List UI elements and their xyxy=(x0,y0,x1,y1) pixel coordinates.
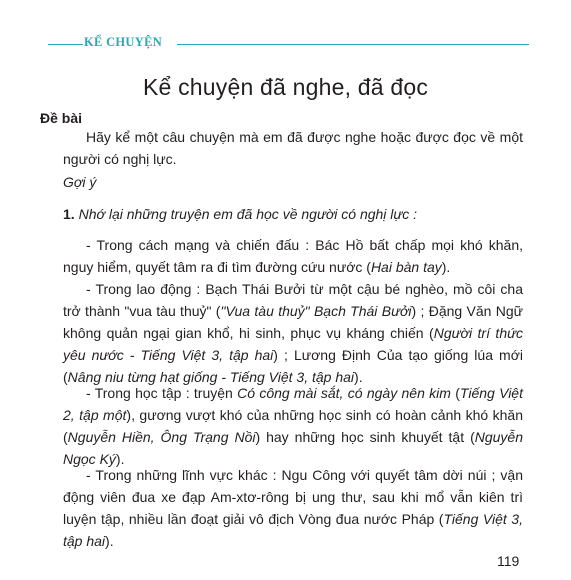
paragraph-revolution: - Trong cách mạng và chiến đấu : Bác Hồ bất chấp mọi khó khăn, nguy hiểm, quyết tâm ra đi tìm đường cứu nước (Hai bàn tay). xyxy=(63,237,523,275)
section-title: KỂ CHUYỆN xyxy=(84,35,163,49)
de-bai-label: Đề bài xyxy=(40,110,83,126)
item-1-text: Nhớ lại những truyện em đã học về người có nghị lực : xyxy=(78,206,418,222)
de-bai-text: Hãy kể một câu chuyện mà em đã được nghe hoặc được đọc về một người có nghị lực. xyxy=(63,129,523,167)
item-1-number: 1. xyxy=(63,206,75,222)
goi-y-label: Gợi ý xyxy=(63,174,97,190)
item-1-heading xyxy=(63,206,417,222)
paragraph-other-fields: - Trong những lĩnh vực khác : Ngu Công với quyết tâm dời núi ; vận động viên đua xe đạp Am-xtơ-rông bị ung thư, sau khi mổ vẫn kiên trì luyện tập, nhiều lần đoạt giải vô địch Vòng đua nước Pháp (Tiếng Việt 3, tập hai). xyxy=(63,467,523,549)
page-number: 119 xyxy=(497,553,520,569)
paragraph-labor: - Trong lao động : Bạch Thái Bưởi từ một cậu bé nghèo, mồ côi cha trở thành "vua tàu thuỷ" ("Vua tàu thuỷ" Bạch Thái Bưởi) ; Đặng Văn Ngữ không quản ngại gian khổ, hi sinh, phục vụ kháng chiến (Người trí thức yêu nước - Tiếng Việt 3, tập hai) ; Lương Định Của tạo giống lúa mới (Nâng niu từng hạt giống - Tiếng Việt 3, tập hai). xyxy=(63,281,523,385)
header-rule-left xyxy=(48,44,83,45)
page-title: Kể chuyện đã nghe, đã đọc xyxy=(142,74,429,100)
paragraph-study: - Trong học tập : truyện Có công mài sắt, có ngày nên kim (Tiếng Việt 2, tập một), gương vượt khó của những học sinh có hoàn cảnh khó khăn (Nguyễn Hiền, Ông Trạng Nồi) hay những học sinh khuyết tật (Nguyễn Ngọc Ký). xyxy=(63,385,523,467)
header-rule-right xyxy=(177,44,529,45)
section-header xyxy=(40,34,530,50)
